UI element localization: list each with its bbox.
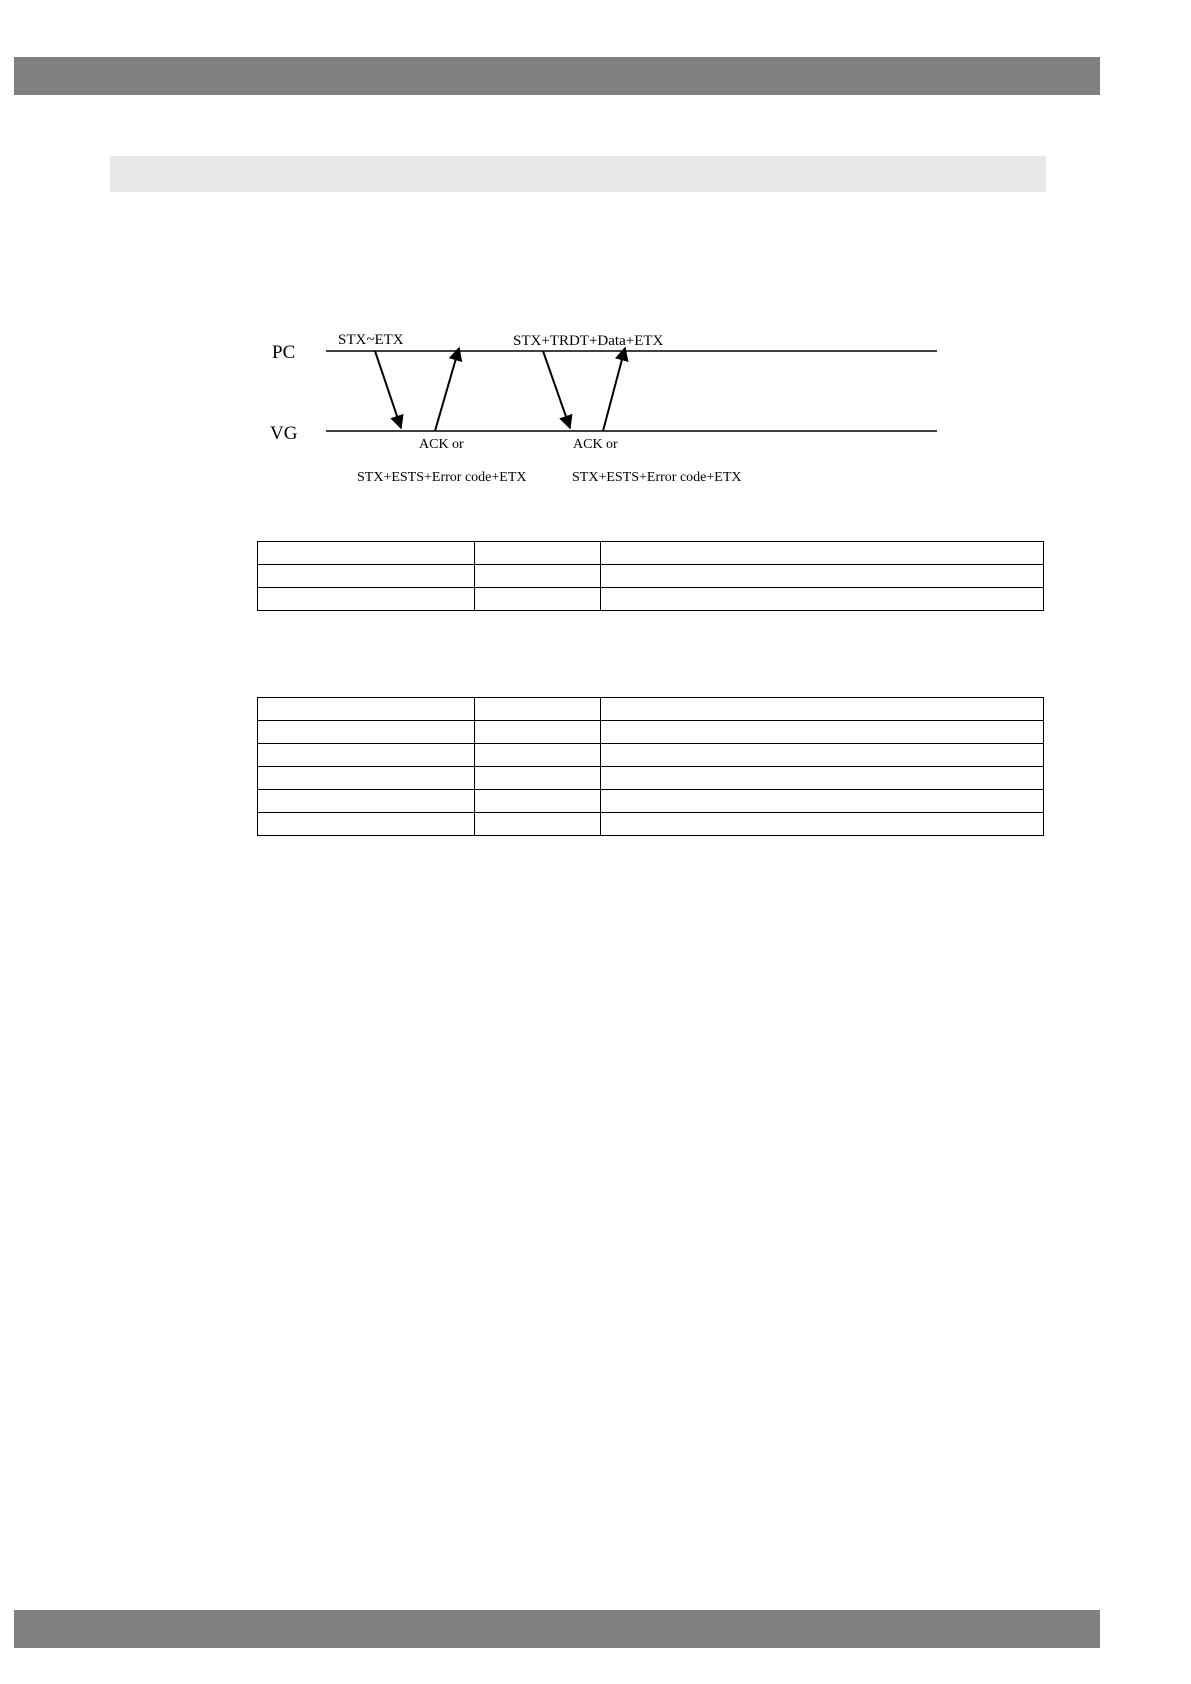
table-1-body [258, 542, 1044, 611]
table-cell [601, 744, 1044, 767]
sequence-diagram [0, 0, 1191, 520]
table-cell [475, 813, 601, 836]
table-1 [257, 541, 1044, 611]
table-cell [601, 542, 1044, 565]
table-cell [601, 767, 1044, 790]
table-cell [475, 790, 601, 813]
table-cell [258, 588, 475, 611]
table-cell [258, 813, 475, 836]
footer-bar [14, 1610, 1100, 1648]
table-2-body [258, 698, 1044, 836]
table-cell [601, 813, 1044, 836]
table-row [258, 744, 1044, 767]
reply-label-1-line2: STX+ESTS+Error code+ETX [357, 470, 527, 485]
table-row [258, 721, 1044, 744]
reply-label-2-line2: STX+ESTS+Error code+ETX [572, 470, 742, 485]
table-cell [475, 588, 601, 611]
table-cell [475, 744, 601, 767]
table-cell [475, 542, 601, 565]
message-label-2: STX+TRDT+Data+ETX [513, 333, 664, 349]
table-2 [257, 697, 1044, 836]
table-row [258, 542, 1044, 565]
table-cell [475, 721, 601, 744]
table-cell [258, 565, 475, 588]
pc-label: PC [272, 342, 296, 363]
table-cell [258, 767, 475, 790]
message-label-1: STX~ETX [338, 332, 404, 348]
table-cell [258, 790, 475, 813]
table-cell [601, 588, 1044, 611]
reply-label-1-line1: ACK or [419, 437, 464, 452]
arrow-vg-to-pc-2 [603, 348, 625, 431]
table-row [258, 813, 1044, 836]
table-cell [475, 565, 601, 588]
vg-label: VG [270, 423, 298, 444]
table-cell [601, 721, 1044, 744]
table-cell [601, 698, 1044, 721]
table-cell [258, 698, 475, 721]
arrow-vg-to-pc-1 [435, 348, 459, 431]
arrow-pc-to-vg-2 [543, 351, 570, 428]
table-row [258, 790, 1044, 813]
table-cell [258, 721, 475, 744]
reply-label-2-line1: ACK or [573, 437, 618, 452]
table-cell [601, 565, 1044, 588]
table-cell [475, 698, 601, 721]
table-cell [258, 542, 475, 565]
table-row [258, 698, 1044, 721]
table-cell [258, 744, 475, 767]
table-row [258, 565, 1044, 588]
table-cell [475, 767, 601, 790]
arrow-pc-to-vg-1 [375, 351, 401, 428]
table-row [258, 767, 1044, 790]
table-row [258, 588, 1044, 611]
table-cell [601, 790, 1044, 813]
